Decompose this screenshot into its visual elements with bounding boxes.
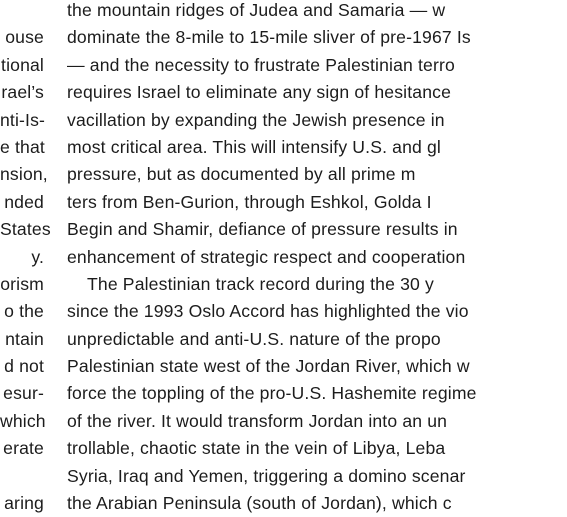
right-column-line: requires Israel to eliminate any sign of hesitance xyxy=(67,82,452,103)
left-column-text xyxy=(0,0,51,517)
right-column-line: vacillation by expanding the Jewish presence in xyxy=(67,109,445,130)
right-column-line: of the river. It would transform Jordan into an un xyxy=(67,410,448,431)
left-column-line: States xyxy=(0,219,51,240)
left-column-line: ntain xyxy=(5,328,44,349)
right-column-line: Begin and Shamir, defiance of pressure results in xyxy=(67,219,458,240)
left-column-line: nded xyxy=(4,191,44,212)
left-column-line: ouse xyxy=(5,27,44,48)
left-column-line: d not xyxy=(4,356,44,377)
left-column-line: esur- xyxy=(3,383,44,404)
right-column-line: since the 1993 Oslo Accord has highlighted the vio xyxy=(67,301,469,322)
left-column-line xyxy=(0,463,44,490)
right-column-text xyxy=(67,0,567,517)
right-column-line: pressure, but as documented by all prime m xyxy=(67,164,416,185)
left-column-line: o the xyxy=(4,301,44,322)
right-column-line: enhancement of strategic respect and cooperation xyxy=(67,246,466,267)
right-column-line: force the toppling of the pro-U.S. Hashemite regime xyxy=(67,383,477,404)
right-column-line: Palestinian state west of the Jordan River, which w xyxy=(67,356,470,377)
right-column-line: The Palestinian track record during the 30 y xyxy=(87,273,434,294)
right-column-line: the Arabian Peninsula (south of Jordan), which c xyxy=(67,493,452,514)
left-column-line: tional xyxy=(1,54,44,75)
left-column-line: e that xyxy=(0,136,45,157)
left-column-line: aring xyxy=(4,493,44,514)
right-column-line: — and the necessity to frustrate Palestinian terro xyxy=(67,54,455,75)
left-column-line: rael’s xyxy=(1,82,44,103)
right-column-line: dominate the 8-mile to 15-mile sliver of pre-1967 Is xyxy=(67,27,471,48)
right-column-line: unpredictable and anti-U.S. nature of the propo xyxy=(67,328,441,349)
left-column-line: y. xyxy=(31,246,44,267)
right-column-line: most critical area. This will intensify U.S. and gl xyxy=(67,136,441,157)
left-column-line: erate xyxy=(3,438,44,459)
left-column-line: nsion, xyxy=(0,164,48,185)
right-column-line: trollable, chaotic state in the vein of Libya, Leba xyxy=(67,438,446,459)
right-column-line: Syria, Iraq and Yemen, triggering a domino scenar xyxy=(67,465,466,486)
left-column-line xyxy=(0,0,44,24)
left-column-line: which xyxy=(0,410,46,431)
left-column-line: orism xyxy=(0,273,44,294)
left-column-line: nti-Is- xyxy=(0,109,46,130)
right-column-line: ters from Ben-Gurion, through Eshkol, Golda I xyxy=(67,191,432,212)
right-column-line: the mountain ridges of Judea and Samaria — w xyxy=(67,0,446,20)
